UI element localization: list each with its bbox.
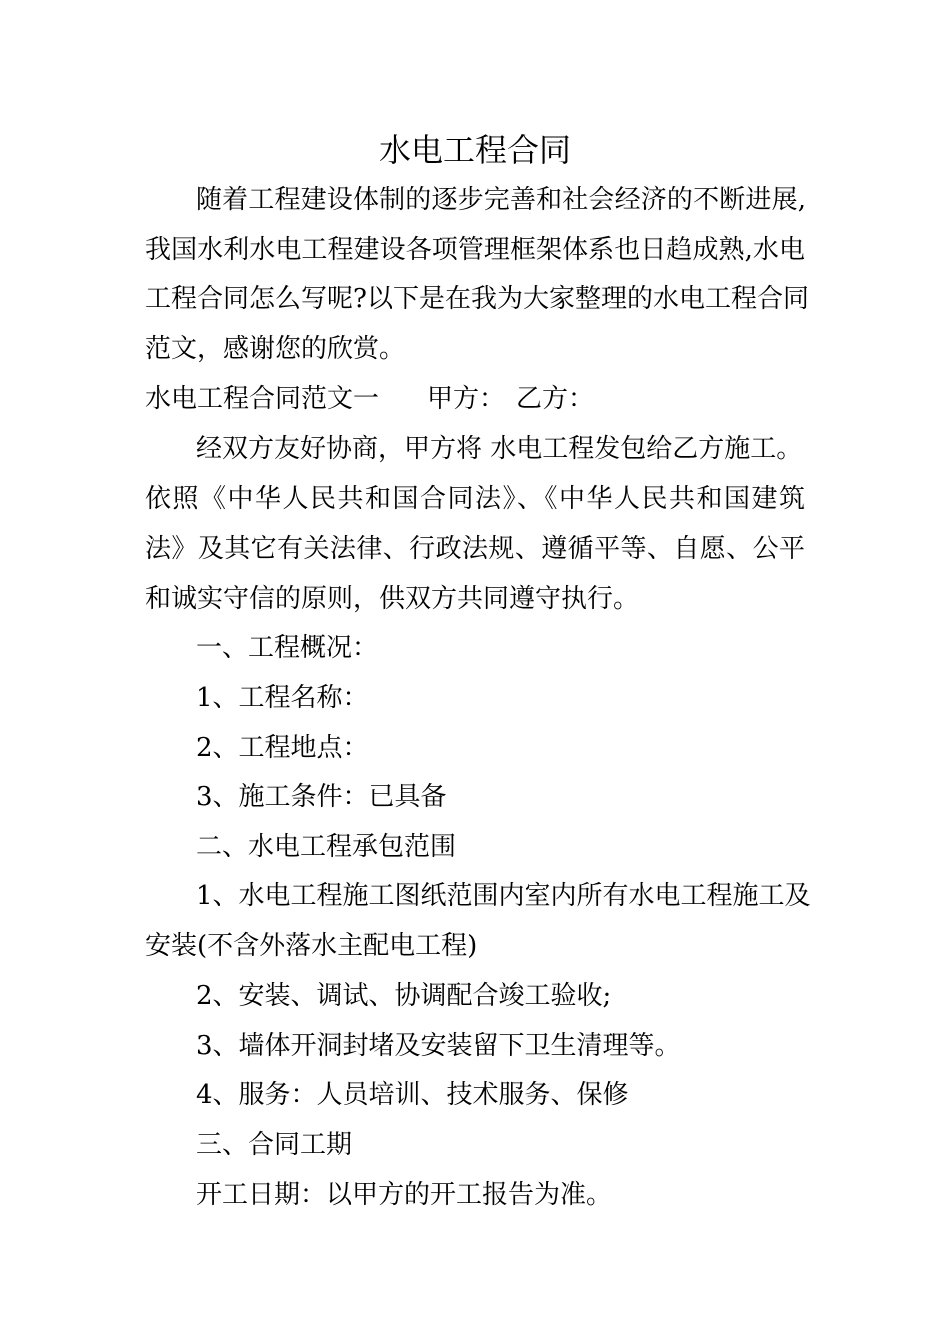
intro-line: 工程合同怎么写呢?以下是在我为大家整理的水电工程合同	[145, 284, 809, 314]
section-1-item: 3、施工条件：已具备	[196, 782, 447, 812]
section-1-item: 2、工程地点：	[196, 733, 369, 763]
intro-line: 随着工程建设体制的逐步完善和社会经济的不断进展,	[196, 185, 806, 215]
intro-line: 我国水利水电工程建设各项管理框架体系也日趋成熟,水电	[145, 235, 805, 265]
section-1-heading: 一、工程概况：	[196, 633, 379, 663]
party-a-label: 甲方：	[427, 384, 506, 414]
section-2-item: 2、安装、调试、协调配合竣工验收;	[196, 981, 612, 1011]
section-2-item: 3、墙体开洞封堵及安装留下卫生清理等。	[196, 1031, 681, 1061]
sample-heading: 水电工程合同范文一	[145, 384, 380, 414]
preamble-line: 依照《中华人民共和国合同法》、《中华人民共和国建筑	[145, 484, 805, 514]
preamble-line: 法》及其它有关法律、行政法规、遵循平等、自愿、公平	[145, 534, 805, 564]
section-2-item: 4、服务：人员培训、技术服务、保修	[196, 1080, 629, 1110]
preamble-line: 和诚实守信的原则，供双方共同遵守执行。	[145, 584, 640, 614]
preamble-line: 经双方友好协商，甲方将 水电工程发包给乙方施工。	[196, 434, 803, 464]
section-2-heading: 二、水电工程承包范围	[196, 832, 457, 862]
section-1-item: 1、工程名称：	[196, 683, 369, 713]
section-3-start-date: 开工日期：以甲方的开工报告为准。	[196, 1180, 613, 1210]
section-2-item-cont: 安装(不含外落水主配电工程)	[145, 931, 478, 961]
document-title: 水电工程合同	[378, 131, 571, 169]
section-3-heading: 三、合同工期	[196, 1130, 353, 1160]
party-b-label: 乙方：	[516, 384, 595, 414]
section-2-item: 1、水电工程施工图纸范围内室内所有水电工程施工及	[196, 881, 811, 911]
intro-line: 范文，感谢您的欣赏。	[145, 334, 406, 364]
